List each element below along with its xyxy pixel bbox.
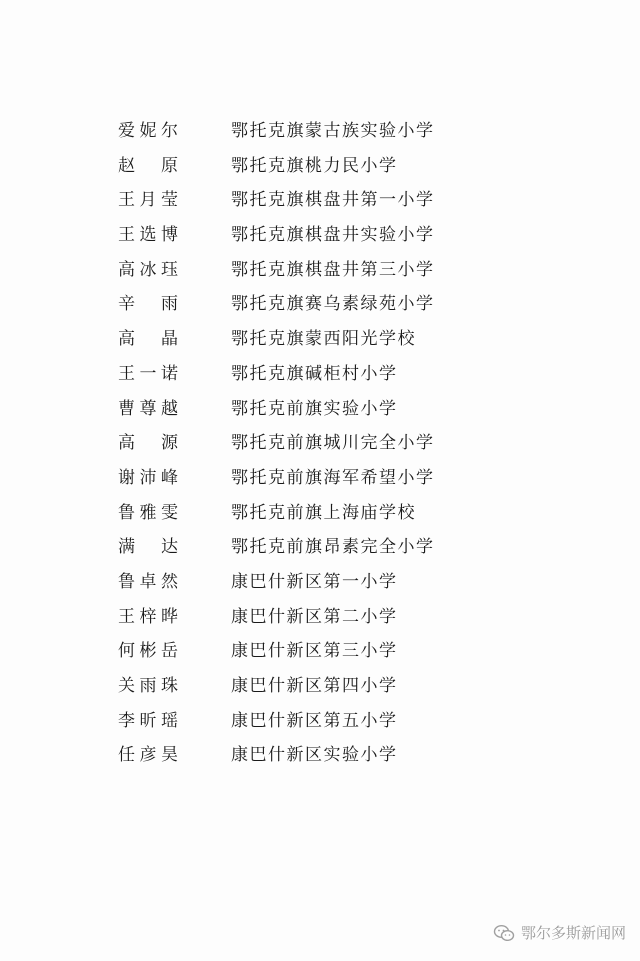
school-name: 康巴什新区第二小学 [231,606,398,627]
list-item [118,602,538,637]
school-name: 鄂托克旗棋盘井第三小学 [231,259,435,280]
student-name: 王 月 莹 [118,190,178,211]
school-name: 鄂托克旗蒙西阳光学校 [231,329,416,350]
student-name: 王 选 博 [118,225,178,246]
list-item [118,706,538,741]
student-name: 高 晶 [118,329,178,350]
student-name: 何 彬 岳 [118,641,178,662]
school-name: 鄂托克旗蒙古族实验小学 [231,121,435,141]
list-item [118,636,538,671]
list-item [118,289,538,324]
student-name: 爱 妮 尔 [118,121,178,141]
list-item [118,151,538,186]
wechat-icon [493,924,515,942]
list-item [118,567,538,602]
student-name: 满 达 [118,537,178,558]
school-name: 康巴什新区实验小学 [231,745,398,766]
school-name: 鄂托克前旗昂素完全小学 [231,537,435,558]
list-item [118,463,538,498]
school-name: 康巴什新区第一小学 [231,571,398,592]
name-list [118,116,538,775]
list-item [118,324,538,359]
list-item [118,116,538,151]
watermark-text: 鄂尔多斯新闻网 [520,924,626,942]
school-name: 鄂托克旗棋盘井实验小学 [231,225,435,246]
list-item [118,220,538,255]
school-name: 鄂托克旗碱柜村小学 [231,363,398,384]
watermark [493,922,626,943]
student-name: 高 冰 珏 [118,259,178,280]
school-name: 鄂托克前旗城川完全小学 [231,433,435,454]
student-name: 鲁 卓 然 [118,571,178,592]
list-item [118,428,538,463]
student-name: 鲁 雅 雯 [118,502,178,523]
student-name: 曹 尊 越 [118,398,178,419]
school-name: 鄂托克前旗实验小学 [231,398,398,419]
student-name: 赵 原 [118,155,178,176]
student-name: 王 梓 晔 [118,606,178,627]
school-name: 鄂托克前旗上海庙学校 [231,502,416,523]
list-item [118,359,538,394]
student-name: 关 雨 珠 [118,676,178,696]
list-item [118,532,538,567]
list-item [118,185,538,220]
school-name: 鄂托克旗桃力民小学 [231,155,398,176]
list-item [118,671,538,706]
school-name: 康巴什新区第五小学 [231,710,398,731]
student-name: 王 一 诺 [118,363,178,384]
school-name: 鄂托克旗棋盘井第一小学 [231,190,435,211]
student-name: 谢 沛 峰 [118,467,178,488]
school-name: 鄂托克前旗海军希望小学 [231,467,435,488]
school-name: 康巴什新区第三小学 [231,641,398,662]
list-item [118,498,538,533]
list-item [118,394,538,429]
student-name: 辛 雨 [118,294,178,315]
student-name: 任 彦 昊 [118,745,178,766]
student-name: 高 源 [118,433,178,454]
student-name: 李 昕 瑶 [118,710,178,731]
list-item [118,255,538,290]
school-name: 鄂托克旗赛乌素绿苑小学 [231,294,435,315]
list-item [118,740,538,775]
school-name: 康巴什新区第四小学 [231,676,398,696]
